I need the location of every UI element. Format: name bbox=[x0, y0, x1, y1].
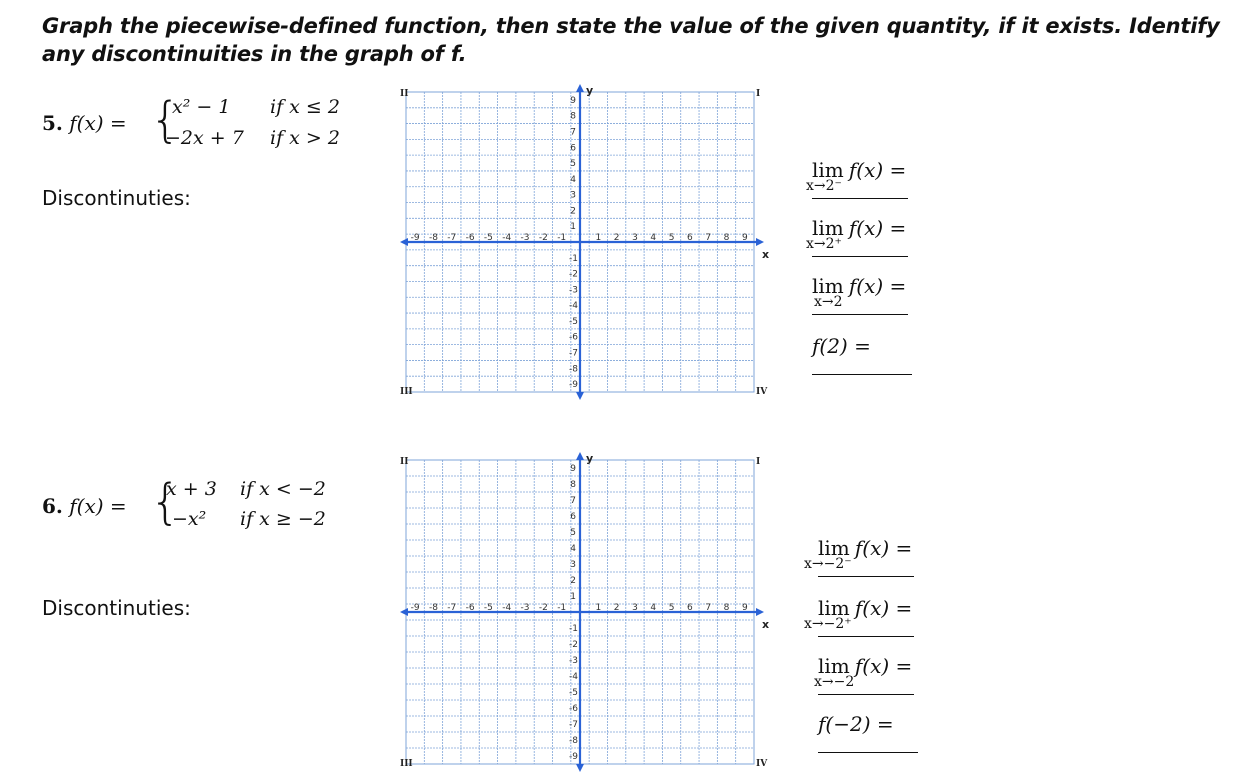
discontinuities-label: Discontinuties: bbox=[42, 596, 191, 620]
coordinate-grid-6[interactable] bbox=[392, 452, 782, 772]
limit-two-sided: lim f(x) = x→2 bbox=[812, 274, 908, 319]
limit-left: lim f(x) = x→−2⁻ bbox=[818, 536, 914, 581]
x-tick-label: 2 bbox=[613, 603, 620, 613]
y-axis-arrow-down bbox=[576, 392, 584, 400]
quadrant-4-label: IV bbox=[756, 759, 768, 769]
y-tick-label: -9 bbox=[569, 380, 578, 391]
x-tick-label: -9 bbox=[410, 603, 420, 613]
x-axis-arrow-right bbox=[756, 238, 764, 246]
y-tick-label: 5 bbox=[570, 159, 576, 170]
x-tick-label: -1 bbox=[557, 233, 567, 243]
y-tick-label: 1 bbox=[570, 222, 576, 233]
x-tick-label: 6 bbox=[687, 603, 693, 613]
x-tick-label: 9 bbox=[741, 233, 748, 243]
y-tick-label: -2 bbox=[569, 640, 578, 650]
x-tick-label: -8 bbox=[428, 603, 438, 613]
y-axis-arrow-up bbox=[576, 452, 584, 460]
x-axis-label: x bbox=[762, 618, 770, 631]
x-tick-label: -7 bbox=[447, 603, 457, 613]
y-tick-label: 8 bbox=[570, 111, 576, 122]
x-tick-label: 5 bbox=[668, 233, 675, 243]
quadrant-3-label: III bbox=[400, 387, 413, 397]
quadrant-4-label: IV bbox=[756, 387, 768, 397]
y-tick-label: 2 bbox=[570, 576, 576, 586]
x-tick-label: -3 bbox=[520, 603, 530, 613]
problem-number: 6. bbox=[42, 494, 63, 518]
y-tick-label: -2 bbox=[569, 269, 578, 280]
limit-left: lim f(x) = x→2⁻ bbox=[812, 158, 908, 203]
y-axis-arrow-down bbox=[576, 764, 584, 772]
case-condition: if x ≤ 2 bbox=[270, 96, 340, 118]
y-tick-label: 6 bbox=[570, 143, 576, 154]
x-tick-label: -5 bbox=[483, 603, 493, 613]
y-tick-label: 4 bbox=[570, 544, 576, 554]
x-tick-label: -1 bbox=[557, 603, 567, 613]
y-axis-label: y bbox=[586, 452, 594, 465]
x-tick-label: 5 bbox=[668, 603, 675, 613]
problem-number: 5. bbox=[42, 111, 63, 135]
x-tick-label: -2 bbox=[538, 603, 548, 613]
case-expression: −x² bbox=[172, 508, 207, 530]
y-tick-label: 2 bbox=[570, 206, 576, 217]
x-tick-label: -8 bbox=[428, 233, 438, 243]
y-tick-label: 4 bbox=[570, 174, 576, 185]
y-tick-label: -7 bbox=[569, 720, 578, 730]
y-tick-label: 7 bbox=[570, 127, 576, 138]
x-tick-label: 4 bbox=[650, 603, 657, 613]
x-tick-label: -3 bbox=[520, 233, 530, 243]
x-tick-label: -9 bbox=[410, 233, 420, 243]
case-condition: if x ≥ −2 bbox=[240, 508, 326, 530]
instructions-text: Graph the piecewise-defined function, then state the value of the given quantity, if it exists. Identify any discontinuities in the graph of f. bbox=[42, 14, 1220, 66]
x-tick-label: -4 bbox=[502, 603, 512, 613]
quadrant-1-label: I bbox=[756, 89, 761, 99]
y-tick-label: -6 bbox=[569, 704, 578, 714]
coordinate-grid-5[interactable] bbox=[392, 84, 782, 400]
quadrant-3-label: III bbox=[400, 759, 413, 769]
y-tick-label: 9 bbox=[570, 464, 576, 474]
y-tick-label: 8 bbox=[570, 480, 576, 490]
x-axis-label: x bbox=[762, 248, 770, 261]
y-tick-label: 3 bbox=[570, 560, 576, 570]
x-tick-label: -7 bbox=[447, 233, 457, 243]
quadrant-1-label: I bbox=[756, 457, 761, 467]
x-tick-label: 2 bbox=[613, 233, 620, 243]
y-tick-label: -5 bbox=[569, 688, 578, 698]
function-name: f(x) = bbox=[69, 494, 127, 518]
y-tick-label: -8 bbox=[569, 364, 578, 375]
x-axis-arrow-left bbox=[400, 238, 408, 246]
x-tick-label: 7 bbox=[705, 603, 712, 613]
x-tick-label: 9 bbox=[741, 603, 748, 613]
x-tick-label: -6 bbox=[465, 233, 475, 243]
x-axis-arrow-left bbox=[400, 608, 408, 616]
y-tick-label: -6 bbox=[569, 332, 578, 343]
y-tick-label: -1 bbox=[569, 253, 578, 264]
y-tick-label: 1 bbox=[570, 592, 576, 602]
y-tick-label: 3 bbox=[570, 190, 576, 201]
y-tick-label: 7 bbox=[570, 496, 576, 506]
limit-right: lim f(x) = x→2⁺ bbox=[812, 216, 908, 261]
limit-two-sided: lim f(x) = x→−2 bbox=[818, 654, 914, 699]
answer-blank[interactable] bbox=[818, 736, 918, 753]
case-condition: if x > 2 bbox=[270, 127, 340, 149]
y-tick-label: -4 bbox=[569, 672, 578, 682]
y-tick-label: -8 bbox=[569, 736, 578, 746]
y-axis-label: y bbox=[586, 84, 594, 97]
x-tick-label: 8 bbox=[723, 603, 730, 613]
x-tick-label: -5 bbox=[483, 233, 493, 243]
y-tick-label: -4 bbox=[569, 301, 578, 312]
y-tick-label: -1 bbox=[569, 624, 578, 634]
case-expression: −2x + 7 bbox=[165, 127, 244, 149]
x-tick-label: -6 bbox=[465, 603, 475, 613]
case-condition: if x < −2 bbox=[240, 478, 326, 500]
y-tick-label: 9 bbox=[570, 95, 576, 106]
function-value: f(−2) = bbox=[818, 712, 918, 757]
x-tick-label: 1 bbox=[595, 603, 602, 613]
case-expression: x + 3 bbox=[166, 478, 217, 500]
x-tick-label: 4 bbox=[650, 233, 657, 243]
y-tick-label: -7 bbox=[569, 348, 578, 359]
x-tick-label: 3 bbox=[632, 233, 638, 243]
case-expression: x² − 1 bbox=[172, 96, 231, 118]
x-tick-label: 3 bbox=[632, 603, 638, 613]
y-tick-label: -3 bbox=[569, 656, 578, 666]
y-tick-label: 5 bbox=[570, 528, 576, 538]
quadrant-2-label: II bbox=[400, 457, 409, 467]
x-tick-label: 8 bbox=[723, 233, 730, 243]
x-tick-label: 7 bbox=[705, 233, 712, 243]
left-brace: { bbox=[150, 92, 181, 148]
y-axis-arrow-up bbox=[576, 84, 584, 92]
quadrant-2-label: II bbox=[400, 89, 409, 99]
y-tick-label: -3 bbox=[569, 285, 578, 296]
function-name: f(x) = bbox=[69, 111, 127, 135]
x-axis-arrow-right bbox=[756, 608, 764, 616]
function-value: f(2) = bbox=[812, 334, 912, 379]
y-tick-label: 6 bbox=[570, 512, 576, 522]
x-tick-label: 1 bbox=[595, 233, 602, 243]
x-tick-label: -2 bbox=[538, 233, 548, 243]
y-tick-label: -9 bbox=[569, 752, 578, 762]
answer-blank[interactable] bbox=[812, 358, 912, 375]
discontinuities-label: Discontinuties: bbox=[42, 186, 191, 210]
left-brace: { bbox=[150, 474, 181, 530]
x-tick-label: 6 bbox=[687, 233, 693, 243]
x-tick-label: -4 bbox=[502, 233, 512, 243]
y-tick-label: -5 bbox=[569, 316, 578, 327]
limit-right: lim f(x) = x→−2⁺ bbox=[818, 596, 914, 641]
